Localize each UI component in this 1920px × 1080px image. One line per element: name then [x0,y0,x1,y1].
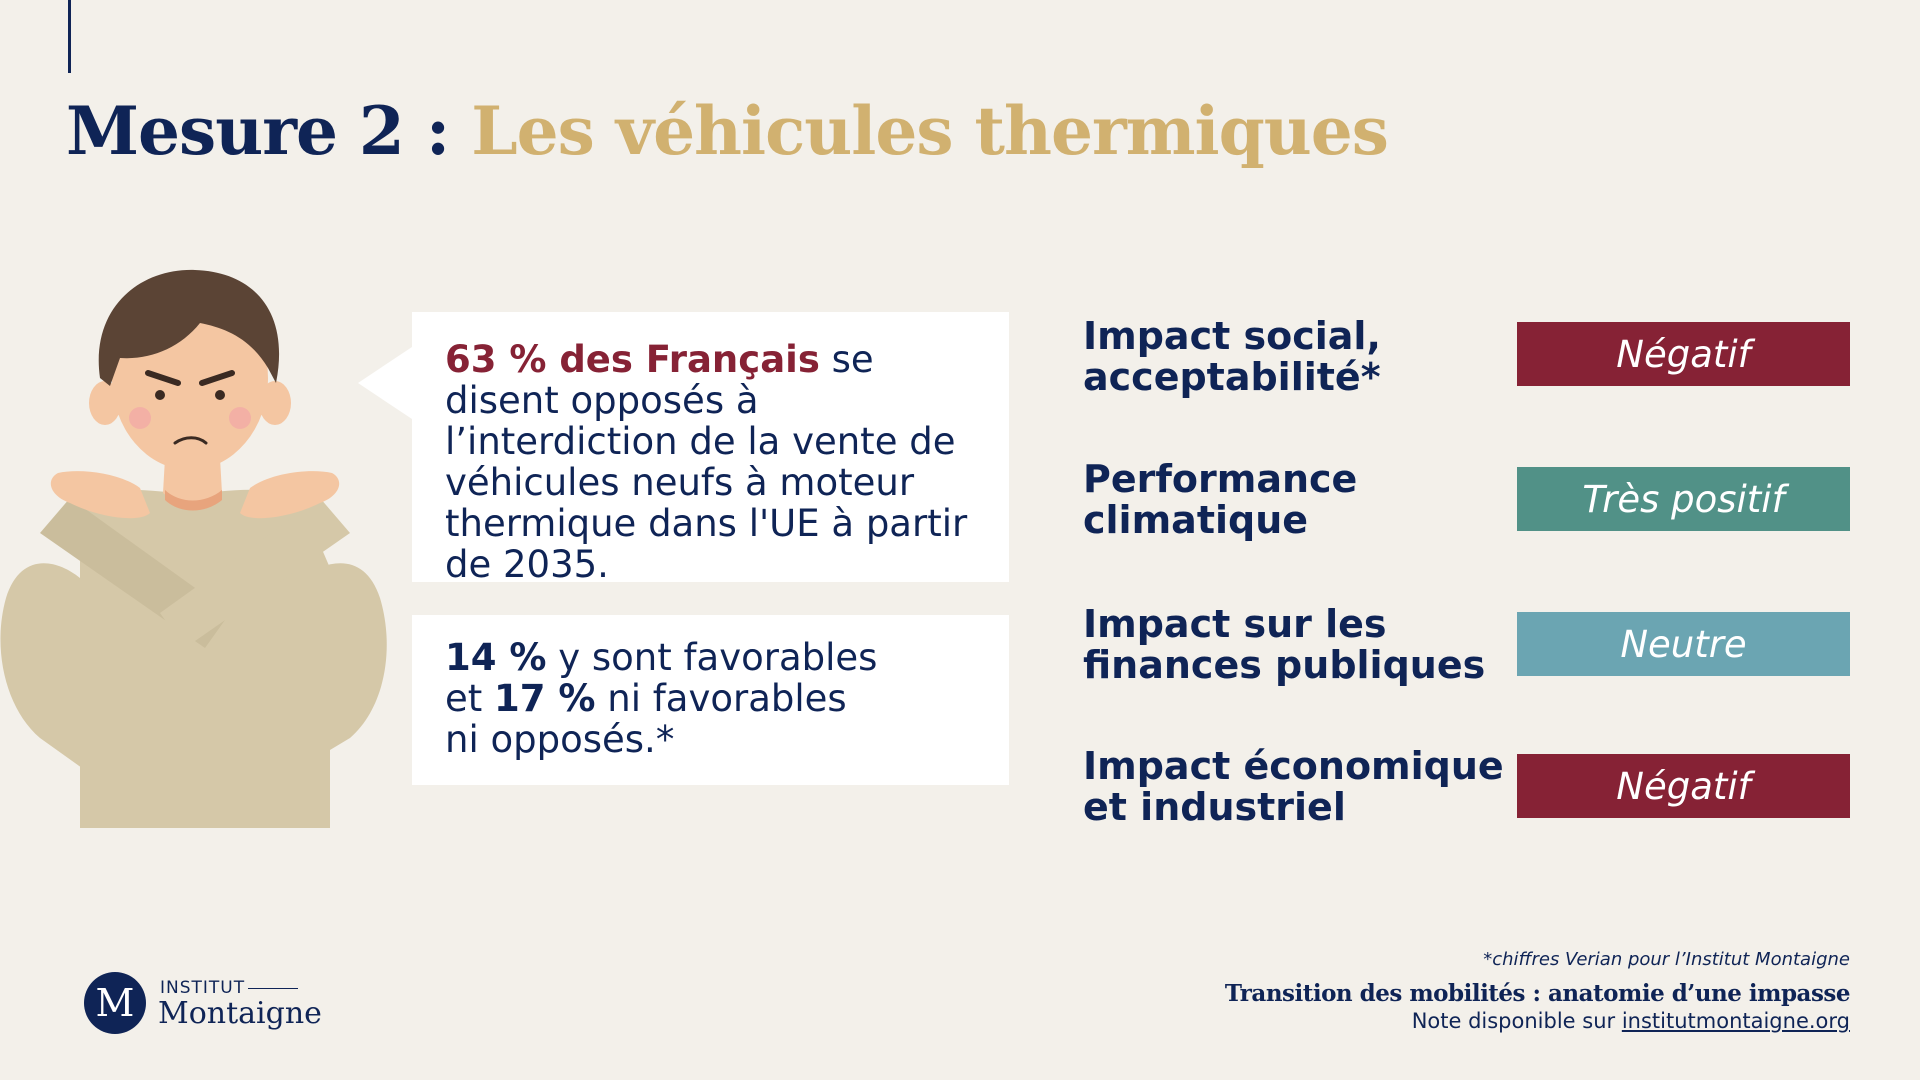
person-crossed-arms-icon [0,268,400,828]
logo-divider [248,988,298,989]
main-statistic-text: se disent opposés à l’interdiction de la vente de véhicules neufs à moteur thermique dans l'UE à partir de 2035. [445,338,968,586]
logo-bottom-text: Montaigne [158,996,322,1031]
impact-label-line1: Impact économique [1083,744,1504,788]
title-accent: Les véhicules thermiques [471,92,1388,170]
website-link[interactable]: institutmontaigne.org [1621,1009,1850,1033]
top-accent-line [68,0,71,73]
and-text: et [445,677,495,720]
impact-rating-badge: Négatif [1517,322,1850,386]
impact-label [1083,459,1523,541]
impact-row-economic [1083,744,1863,829]
impact-label-line1: Impact sur les [1083,602,1387,646]
title-main: Mesure 2 : [66,92,472,170]
impact-label [1083,316,1523,398]
logo-monogram: M [84,972,146,1034]
logo-top-text: INSTITUT [160,978,246,998]
speech-bubble-tail [358,347,412,419]
impact-label-line2: et industriel [1083,785,1346,829]
impact-label-line2: climatique [1083,498,1309,542]
impact-row-climate [1083,457,1863,542]
publication-title: Transition des mobilités : anatomie d’une impasse [1224,980,1850,1007]
page-title [66,92,1388,170]
main-statistic-callout [412,312,1009,586]
main-statistic-highlight: 63 % des Français [445,338,820,381]
impact-rating-badge: Neutre [1517,612,1850,676]
institut-montaigne-logo [84,972,344,1042]
impact-label-line1: Impact social, [1083,314,1381,358]
availability-text: Note disponible sur [1411,1009,1622,1033]
source-footnote: *chiffres Verian pour l’Institut Montaigne [1483,949,1850,970]
availability-note [1412,1009,1850,1033]
neutral-end-text: ni opposés.* [445,718,675,761]
neutral-percentage: 17 % [494,677,596,720]
favorable-text: y sont favorables [546,636,878,679]
impact-label-line1: Performance [1083,457,1358,501]
favorable-percentage: 14 % [445,636,547,679]
impact-label [1083,746,1523,828]
impact-label-line2: finances publiques [1083,643,1486,687]
impact-label-line2: acceptabilité* [1083,355,1381,399]
impact-row-public-finances [1083,602,1863,687]
impact-rating-badge: Négatif [1517,754,1850,818]
secondary-statistic-callout [412,615,1009,785]
impact-row-social [1083,314,1863,399]
neutral-text: ni favorables [595,677,847,720]
impact-label [1083,604,1523,686]
impact-rating-badge: Très positif [1517,467,1850,531]
